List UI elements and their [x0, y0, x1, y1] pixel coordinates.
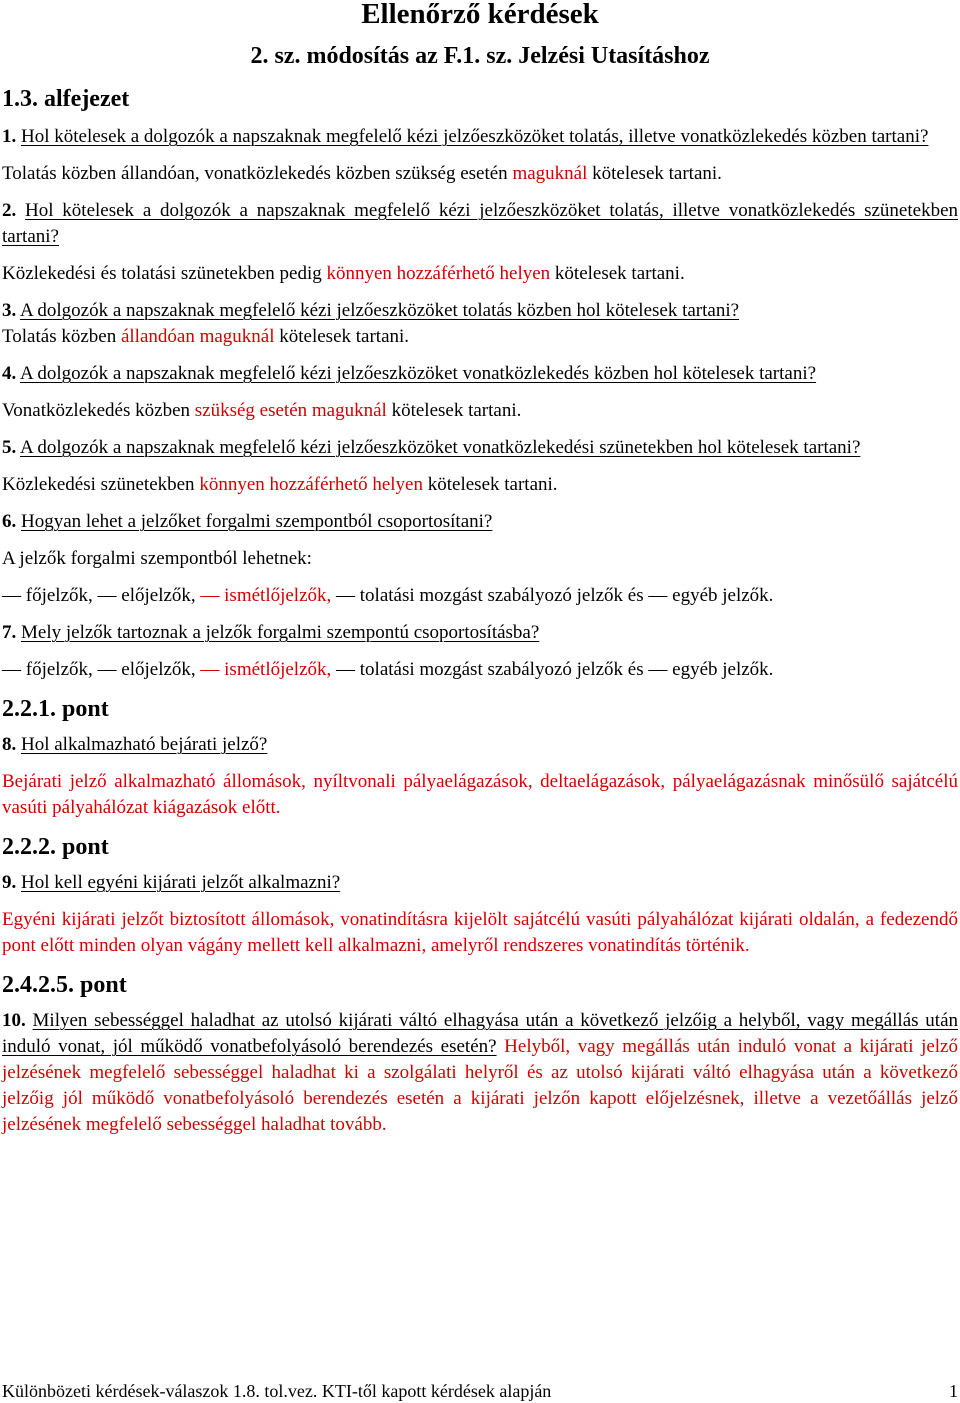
- question-2: 2. Hol kötelesek a dolgozók a napszaknak megfelelő kézi jelzőeszközöket tolatás, illetve vonatközlekedés szünetekben tartani?: [2, 200, 959, 247]
- page-title: Ellenőrző kérdések: [361, 0, 599, 30]
- section-heading-2-2-2: 2.2.2. pont: [2, 834, 109, 860]
- section-heading-2-4-2-5: 2.4.2.5. pont: [2, 972, 127, 998]
- page-footer: [2, 1380, 958, 1402]
- answer-7-list: — főjelzők, — előjelzők, — ismétlőjelzők, — tolatási mozgást szabályozó jelzők és — egyéb jelzők.: [2, 659, 774, 680]
- page-number: 1: [949, 1381, 958, 1401]
- chapter-heading: 1.3. alfejezet: [2, 86, 130, 112]
- answer-6-intro: A jelzők forgalmi szempontból lehetnek:: [2, 548, 312, 569]
- question-8: 8. Hol alkalmazható bejárati jelző?: [2, 734, 268, 755]
- question-3: 3. A dolgozók a napszaknak megfelelő kézi jelzőeszközöket tolatás közben hol kötelesek tartani?: [2, 300, 740, 321]
- section-heading-2-2-1: 2.2.1. pont: [2, 696, 109, 722]
- answer-10: Helyből, vagy megállás után induló vonat a kijárati jelző jelzésének megfelelő sebességgel haladhat ki a szolgálati helyről és az utolsó kijárati váltó elhagyása után a következő jelzőig jól működő vonatbefolyásoló berendezés esetén a kijárati jelzőn kapott előjelzésnek, illetve a vezetőállás jelző jelzésének megfelelő sebességgel haladhat tovább.: [2, 1036, 958, 1135]
- footer-text: Különbözeti kérdések-válaszok 1.8. tol.vez. KTI-től kapott kérdések alapján: [2, 1381, 552, 1401]
- answer-6-list: — főjelzők, — előjelzők, — ismétlőjelzők, — tolatási mozgást szabályozó jelzők és — egyéb jelzők.: [2, 585, 774, 606]
- qa-content: [2, 124, 958, 1149]
- answer-3: Tolatás közben állandóan maguknál kötelesek tartani.: [2, 326, 410, 347]
- answer-5: Közlekedési szünetekben könnyen hozzáférhető helyen kötelesek tartani.: [2, 474, 558, 495]
- question-5: 5. A dolgozók a napszaknak megfelelő kézi jelzőeszközöket vonatközlekedési szünetekben hol kötelesek tartani?: [2, 437, 861, 458]
- question-9: 9. Hol kell egyéni kijárati jelzőt alkalmazni?: [2, 872, 341, 893]
- page-subtitle: 2. sz. módosítás az F.1. sz. Jelzési Utasításhoz: [250, 43, 710, 69]
- answer-1: Tolatás közben állandóan, vonatközlekedés közben szükség esetén maguknál kötelesek tartani.: [2, 163, 722, 184]
- question-7: 7. Mely jelzők tartoznak a jelzők forgalmi szempontú csoportosításba?: [2, 622, 540, 643]
- answer-8: Bejárati jelző alkalmazható állomások, nyíltvonali pályaelágazások, deltaelágazások, pályaelágazásnak minősülő sajátcélú vasúti pályahálózat kiágazások előtt.: [2, 771, 958, 818]
- question-6: 6. Hogyan lehet a jelzőket forgalmi szempontból csoportosítani?: [2, 511, 493, 532]
- answer-9: Egyéni kijárati jelzőt biztosított állomások, vonatindításra kijelölt sajátcélú vasúti pályahálózat kijárati oldalán, a fedezendő pont előtt minden olyan vágány mellett kell alkalmazni, amelyről rendszeres vonatindítás történik.: [2, 909, 958, 956]
- answer-4: Vonatközlekedés közben szükség esetén maguknál kötelesek tartani.: [2, 400, 522, 421]
- answer-2: Közlekedési és tolatási szünetekben pedig könnyen hozzáférhető helyen kötelesek tartani.: [2, 263, 685, 284]
- question-4: 4. A dolgozók a napszaknak megfelelő kézi jelzőeszközöket vonatközlekedés közben hol kötelesek tartani?: [2, 363, 817, 384]
- question-1: 1. Hol kötelesek a dolgozók a napszaknak megfelelő kézi jelzőeszközöket tolatás, illetve vonatközlekedés közben tartani?: [2, 126, 929, 147]
- question-10: 10. Milyen sebességgel haladhat az utolsó kijárati váltó elhagyása után a következő jelzőig a helyből, vagy megállás után induló vonat, jól működő vonatbefolyásoló berendezés esetén? Helyből, vagy megállás után induló vonat a kijárati jelző jelzésének megfelelő sebességgel haladhat ki a szolgálati helyről és az utolsó kijárati váltó elhagyása után a következő jelzőig jól működő vonatbefolyásoló berendezés esetén a kijárati jelzőn kapott előjelzésnek, illetve a vezetőállás jelző jelzésének megfelelő sebességgel haladhat tovább.: [2, 1010, 958, 1135]
